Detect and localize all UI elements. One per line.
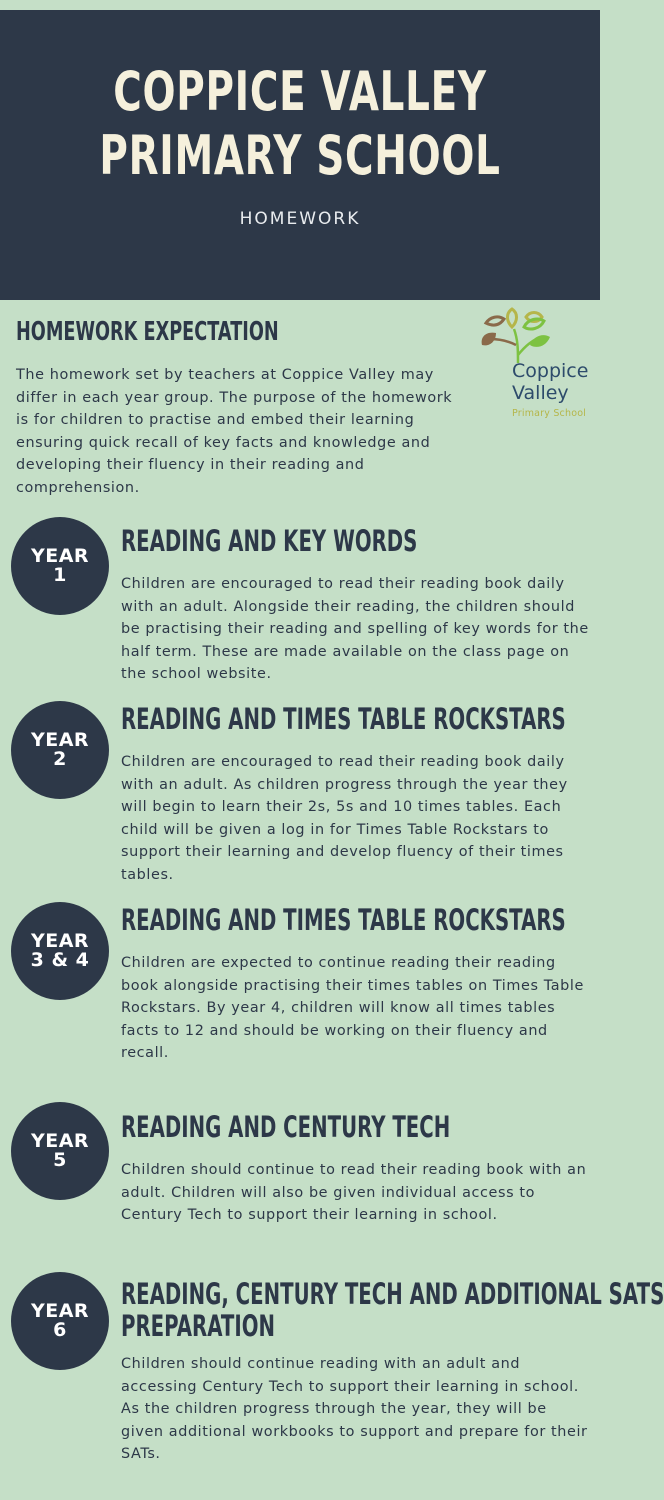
school-name-line2: PRIMARY SCHOOL (99, 124, 501, 187)
school-name-line1: COPPICE VALLEY (113, 60, 487, 123)
year-1-heading: READING AND KEY WORDS (121, 524, 418, 558)
page-subtitle: HOMEWORK (239, 209, 361, 229)
school-logo (468, 305, 596, 429)
year-6-badge (11, 1272, 109, 1370)
year-3-4-badge (11, 902, 109, 1000)
year-badge-number: 1 (53, 564, 67, 586)
year-2-text: Children are encouraged to read their reading book daily with an adult. As children progress through the year they will begin to learn their 2s, 5s and 10 times tables. Each child will be given a log in for Times Table Rockstars to support their learning and develop fluency of their times tables. (121, 754, 568, 883)
year-1-text: Children are encouraged to read their reading book daily with an adult. Alongside their reading, the children should be practising their reading and spelling of key words for the half term. These are made available on the class page on the school website. (121, 576, 589, 683)
year-badge-number: 5 (53, 1149, 67, 1171)
year-6-heading (121, 1278, 664, 1342)
year-6-heading-line2: PREPARATION (121, 1309, 275, 1343)
year-badge-number: 3 & 4 (30, 949, 90, 971)
year-3-4-heading: READING AND TIMES TABLE ROCKSTARS (121, 903, 566, 937)
year-badge-number: 2 (53, 748, 67, 770)
top-strip (0, 0, 600, 10)
year-2-badge (11, 701, 109, 799)
year-badge-label: YEAR (30, 545, 90, 567)
logo-word-valley: Valley (512, 382, 569, 404)
year-6-text: Children should continue reading with an adult and accessing Century Tech to support their learning in school. As the children progress through the year, they will be given additional workbooks to support and prepare for their SATs. (121, 1356, 588, 1463)
school-name (84, 60, 516, 188)
expectation-heading: HOMEWORK EXPECTATION (16, 317, 279, 347)
logo-word-coppice: Coppice (512, 360, 589, 382)
year-1-badge (11, 517, 109, 615)
year-badge-label: YEAR (30, 729, 90, 751)
year-5-heading: READING AND CENTURY TECH (121, 1110, 451, 1144)
expectation-text: The homework set by teachers at Coppice Valley may differ in each year group. The purpose of the homework is for children to practise and embed their learning ensuring quick recall of key facts and knowledge and developing their fluency in their reading and comprehension. (16, 367, 453, 496)
tree-leaves-icon (468, 305, 596, 365)
year-badge-label: YEAR (30, 930, 90, 952)
logo-word-primary-school: Primary School (512, 408, 587, 419)
year-3-4-text: Children are expected to continue reading their reading book alongside practising their times tables on Times Table Rockstars. By year 4, children will know all times tables facts to 12 and should be working on their fluency and recall. (121, 955, 584, 1062)
year-5-badge (11, 1102, 109, 1200)
year-badge-label: YEAR (30, 1300, 90, 1322)
year-badge-label: YEAR (30, 1130, 90, 1152)
year-2-heading: READING AND TIMES TABLE ROCKSTARS (121, 702, 566, 736)
year-badge-number: 6 (53, 1319, 67, 1341)
year-5-text: Children should continue to read their reading book with an adult. Children will also be given individual access to Century Tech to support their learning in school. (121, 1162, 587, 1224)
header-banner (0, 10, 600, 300)
year-6-heading-line1: READING, CENTURY TECH AND ADDITIONAL SATS (121, 1277, 664, 1311)
